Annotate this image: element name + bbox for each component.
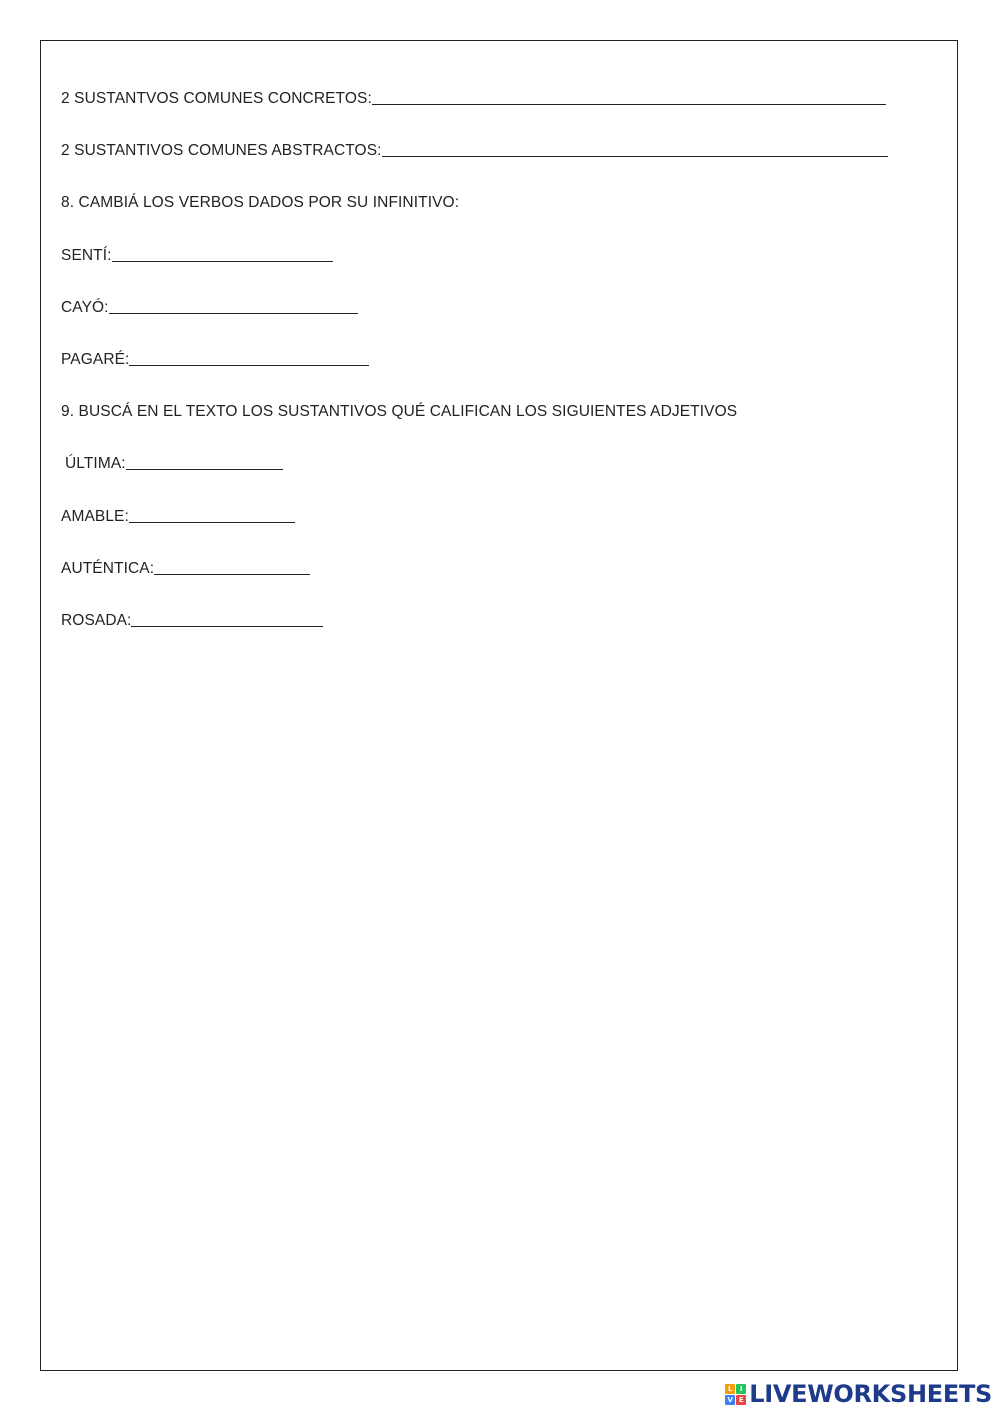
line-pagare <box>61 349 369 369</box>
line-autentica <box>61 558 310 578</box>
line-amable <box>61 506 295 526</box>
logo-cell-i: I <box>736 1384 746 1394</box>
ultima-label: ÚLTIMA: <box>65 455 126 472</box>
rosada-answer-blank[interactable] <box>131 625 323 627</box>
question-9-heading <box>61 401 737 421</box>
question-8-text: 8. CAMBIÁ LOS VERBOS DADOS POR SU INFINITIVO: <box>61 194 460 211</box>
abstract-nouns-answer-blank[interactable] <box>382 155 888 157</box>
pagare-answer-blank[interactable] <box>129 364 369 366</box>
liveworksheets-logo-icon <box>725 1384 746 1405</box>
abstract-nouns-label: 2 SUSTANTIVOS COMUNES ABSTRACTOS: <box>61 142 382 159</box>
pagare-label: PAGARÉ: <box>61 351 130 368</box>
line-cayo <box>61 297 358 317</box>
autentica-label: AUTÉNTICA: <box>61 560 155 577</box>
logo-cell-e: E <box>736 1395 746 1405</box>
amable-answer-blank[interactable] <box>129 521 295 523</box>
concrete-nouns-answer-blank[interactable] <box>372 103 886 105</box>
rosada-label: ROSADA: <box>61 612 132 629</box>
logo-cell-l: L <box>725 1384 735 1394</box>
line-ultima <box>65 453 283 473</box>
senti-answer-blank[interactable] <box>112 260 333 262</box>
line-senti <box>61 245 333 265</box>
amable-label: AMABLE: <box>61 508 129 525</box>
autentica-answer-blank[interactable] <box>154 573 310 575</box>
senti-label: SENTÍ: <box>61 247 112 264</box>
watermark-text: LIVEWORKSHEETS <box>749 1380 992 1408</box>
cayo-answer-blank[interactable] <box>109 312 358 314</box>
ultima-answer-blank[interactable] <box>126 468 283 470</box>
line-abstract-nouns <box>61 140 888 160</box>
line-concrete-nouns <box>61 88 886 108</box>
logo-cell-v: V <box>725 1395 735 1405</box>
question-9-text: 9. BUSCÁ EN EL TEXTO LOS SUSTANTIVOS QUÉ CALIFICAN LOS SIGUIENTES ADJETIVOS <box>61 403 738 420</box>
cayo-label: CAYÓ: <box>61 299 109 316</box>
liveworksheets-watermark <box>725 1381 992 1407</box>
worksheet-page <box>40 40 958 1371</box>
concrete-nouns-label: 2 SUSTANTVOS COMUNES CONCRETOS: <box>61 90 372 107</box>
question-8-heading <box>61 192 459 212</box>
line-rosada <box>61 610 323 630</box>
